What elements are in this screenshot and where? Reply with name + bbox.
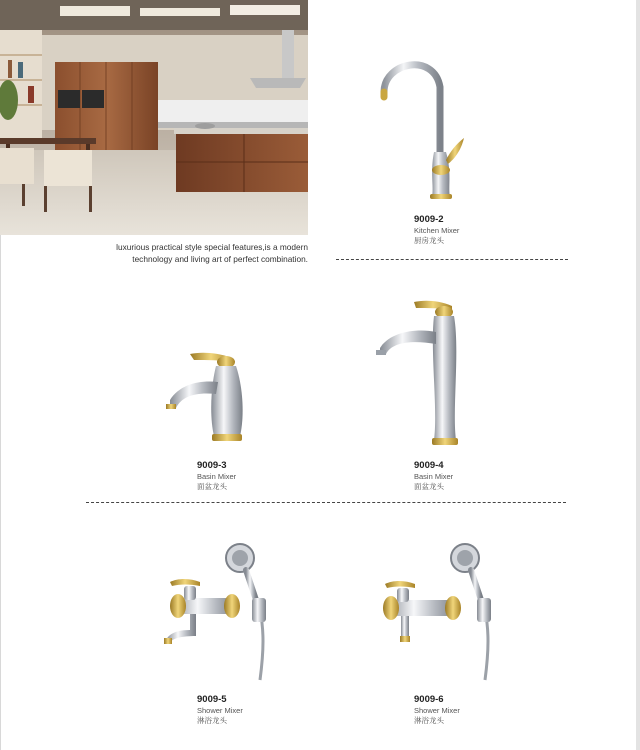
basin-mixer-short-image [160, 350, 250, 451]
product-name: Shower Mixer [197, 706, 243, 715]
product-label-9009-5 [197, 694, 277, 726]
model-number: 9009-4 [414, 460, 444, 471]
product-name-cn: 厨房龙头 [414, 236, 444, 245]
caption-line-2: technology and living art of perfect combination. [132, 254, 308, 264]
section-divider-1 [336, 259, 568, 260]
model-number: 9009-5 [197, 694, 227, 705]
hero-caption [60, 241, 308, 265]
product-name: Kitchen Mixer [414, 226, 460, 235]
section-divider-2 [86, 502, 566, 503]
product-name: Shower Mixer [414, 706, 460, 715]
page-edge-right [636, 0, 640, 750]
shower-mixer-spout-image [160, 540, 285, 695]
kitchen-mixer-image [372, 52, 472, 207]
product-label-9009-2 [414, 214, 494, 246]
model-number: 9009-2 [414, 214, 444, 225]
product-name-cn: 面盆龙头 [197, 482, 227, 491]
product-name-cn: 面盆龙头 [414, 482, 444, 491]
kitchen-photo [0, 0, 308, 235]
product-name-cn: 淋浴龙头 [197, 716, 227, 725]
product-label-9009-6 [414, 694, 494, 726]
caption-line-1: luxurious practical style special features,is a modern [116, 242, 308, 252]
product-name: Basin Mixer [197, 472, 237, 481]
model-number: 9009-3 [197, 460, 227, 471]
product-name: Basin Mixer [414, 472, 454, 481]
product-label-9009-3 [197, 460, 277, 492]
basin-mixer-tall-image [376, 300, 466, 455]
product-label-9009-4 [414, 460, 494, 492]
shower-mixer-image [377, 540, 502, 695]
product-name-cn: 淋浴龙头 [414, 716, 444, 725]
model-number: 9009-6 [414, 694, 444, 705]
